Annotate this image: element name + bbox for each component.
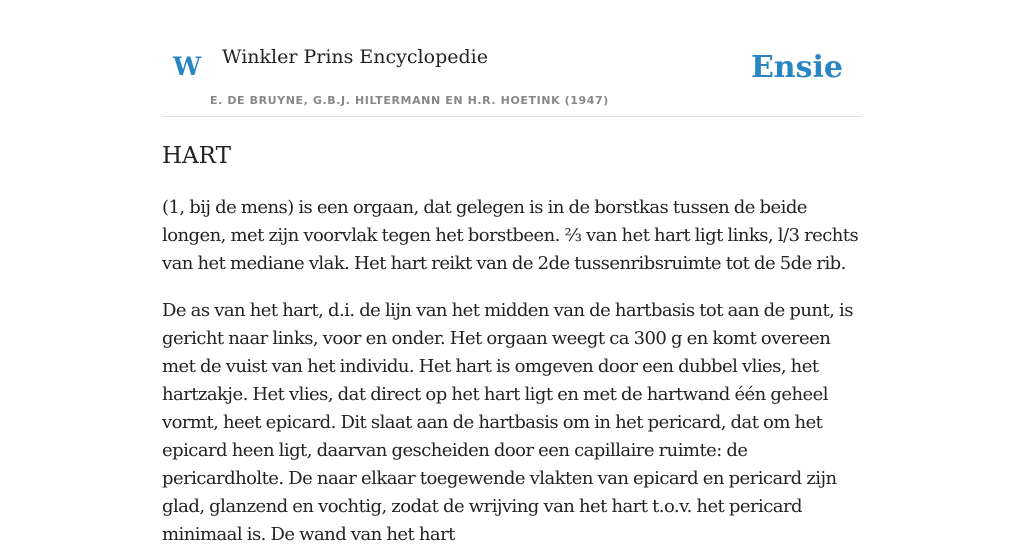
publication-title[interactable]: Winkler Prins Encyclopedie bbox=[222, 46, 488, 68]
publication-authors: E. DE BRUYNE, G.B.J. HILTERMANN EN H.R. HOETINK (1947) bbox=[210, 94, 609, 107]
page bbox=[162, 0, 862, 549]
brand-logo-link[interactable]: Ensie bbox=[750, 50, 843, 85]
header bbox=[162, 0, 862, 117]
entry-paragraph: (1, bij de mens) is een orgaan, dat gelegen is in de borstkas tussen de beide longen, met zijn voorvlak tegen het borstbeen. ⅔ van het hart ligt links, l/3 rechts van het mediane vlak. Het hart reikt van de 2de tussenribsruimte tot de 5de rib. bbox=[162, 197, 859, 274]
publication-logo[interactable]: W bbox=[173, 52, 202, 81]
entry-title: HART bbox=[162, 143, 231, 169]
entry-paragraph: De as van het hart, d.i. de lijn van het midden van de hartbasis tot aan de punt, is gericht naar links, voor en onder. Het orgaan weegt ca 300 g en komt overeen met de vuist van het individu. Het hart is omgeven door een dubbel vlies, het hartzakje. Het vlies, dat direct op het hart ligt en met de hartwand één geheel vormt, heet epicard. Dit slaat aan de hartbasis om in het pericard, dat om het epicard heen ligt, daarvan gescheiden door een capillaire ruimte: de pericardholte. De naar elkaar toegewende vlakten van epicard en pericard zijn glad, glanzend en vochtig, zodat de wrijving van het hart t.o.v. het pericard minimaal is. De wand van het hart bbox=[162, 300, 853, 545]
